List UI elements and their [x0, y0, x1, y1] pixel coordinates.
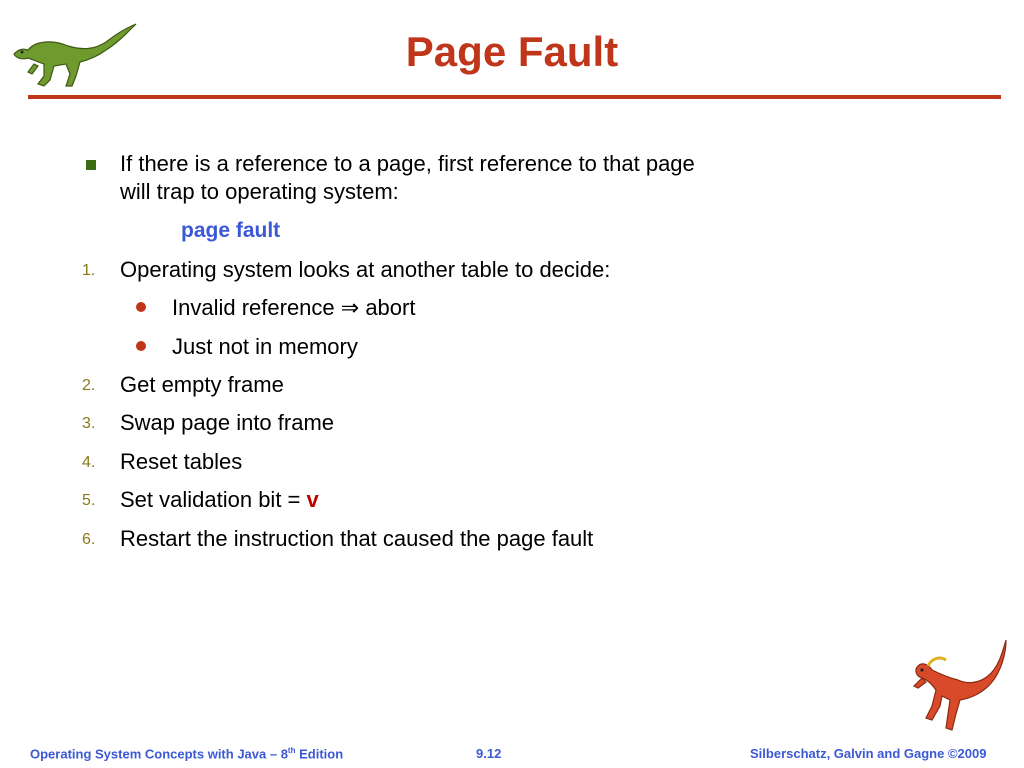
- implies-arrow-icon: ⇒: [340, 295, 360, 320]
- sub-bullet-text: Invalid reference: [172, 295, 341, 320]
- validation-bit-value: v: [306, 487, 319, 512]
- step-text: Restart the instruction that caused the page fault: [120, 526, 594, 551]
- step-number: 3.: [82, 415, 96, 432]
- intro-line-2: will trap to operating system:: [120, 179, 399, 204]
- dot-bullet-icon: [136, 341, 146, 351]
- page-fault-keyword: page fault: [181, 219, 281, 242]
- square-bullet-icon: [86, 160, 96, 170]
- step-number: 4.: [82, 454, 96, 471]
- sub-bullet-not-in-memory: Just not in memory: [172, 334, 358, 359]
- step-text: Swap page into frame: [120, 410, 335, 435]
- step-number: 2.: [82, 377, 96, 394]
- step-5-text: Set validation bit =: [120, 487, 307, 512]
- step-number: 1.: [82, 262, 96, 279]
- footer-book-sup: th: [287, 746, 296, 755]
- sub-bullet-text: abort: [359, 295, 416, 320]
- dot-bullet-icon: [136, 302, 146, 312]
- step-text: Operating system looks at another table to decide:: [120, 257, 611, 282]
- footer-book-title: [30, 746, 343, 761]
- footer-book-prefix: Operating System Concepts with Java – 8: [30, 746, 288, 762]
- step-number: 6.: [82, 531, 96, 548]
- step-number: 5.: [82, 492, 96, 509]
- slide-title: Page Fault: [405, 28, 619, 75]
- step-text: Get empty frame: [120, 372, 284, 397]
- footer-book-suffix: Edition: [295, 746, 344, 762]
- footer-authors: Silberschatz, Galvin and Gagne ©2009: [750, 746, 987, 761]
- step-text: [120, 486, 319, 513]
- sub-bullet-invalid-reference: [172, 294, 415, 321]
- step-text: Reset tables: [120, 449, 243, 474]
- footer-page-number: 9.12: [476, 746, 502, 761]
- intro-line-1: If there is a reference to a page, first reference to that page: [120, 151, 695, 176]
